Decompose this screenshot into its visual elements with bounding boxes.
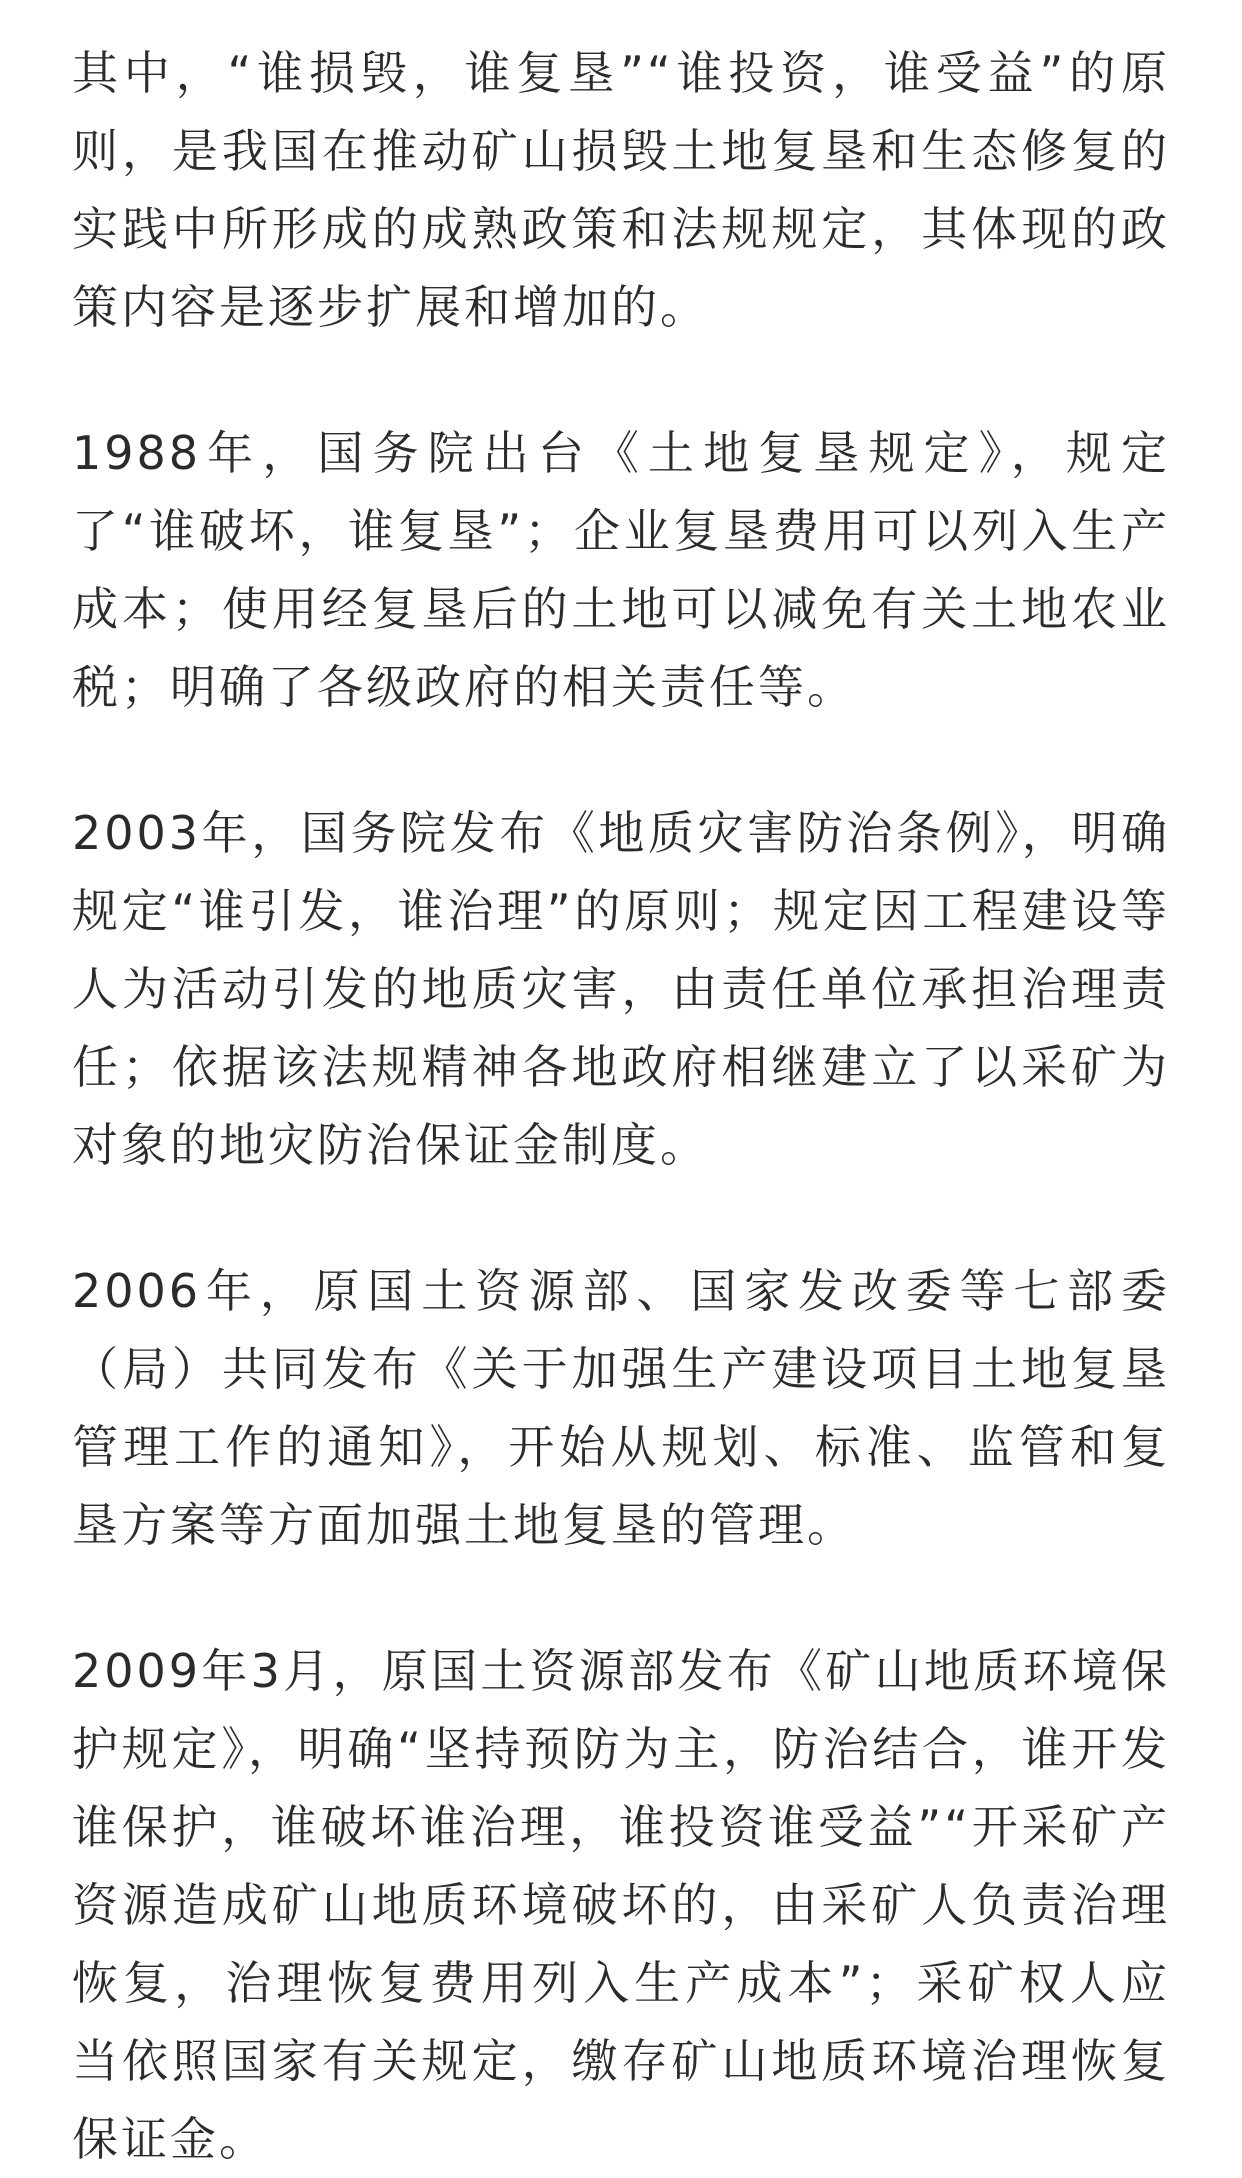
paragraph-2006: 2006年，原国土资源部、国家发改委等七部委（局）共同发布《关于加强生产建设项目土地复垦管理工作的通知》，开始从规划、标准、监管和复垦方案等方面加强土地复垦的管理。 <box>72 1264 1170 1552</box>
paragraph-2003: 2003年，国务院发布《地质灾害防治条例》，明确规定“谁引发，谁治理”的原则；规定因工程建设等人为活动引发的地质灾害，由责任单位承担治理责任；依据该法规精神各地政府相继建立了以采矿为对象的地灾防治保证金制度。 <box>72 806 1170 1172</box>
article-body <box>72 34 1170 2178</box>
paragraph-1988: 1988年，国务院出台《土地复垦规定》，规定了“谁破坏，谁复垦”；企业复垦费用可以列入生产成本；使用经复垦后的土地可以减免有关土地农业税；明确了各级政府的相关责任等。 <box>72 426 1170 714</box>
paragraph-2009: 2009年3月，原国土资源部发布《矿山地质环境保护规定》，明确“坚持预防为主，防治结合，谁开发谁保护，谁破坏谁治理，谁投资谁受益”“开采矿产资源造成矿山地质环境破坏的，由采矿人负责治理恢复，治理恢复费用列入生产成本”；采矿权人应当依照国家有关规定，缴存矿山地质环境治理恢复保证金。 <box>72 1644 1170 2166</box>
paragraph-intro-principles: 其中，“谁损毁，谁复垦”“谁投资，谁受益”的原则，是我国在推动矿山损毁土地复垦和生态修复的实践中所形成的成熟政策和法规规定，其体现的政策内容是逐步扩展和增加的。 <box>72 46 1170 334</box>
